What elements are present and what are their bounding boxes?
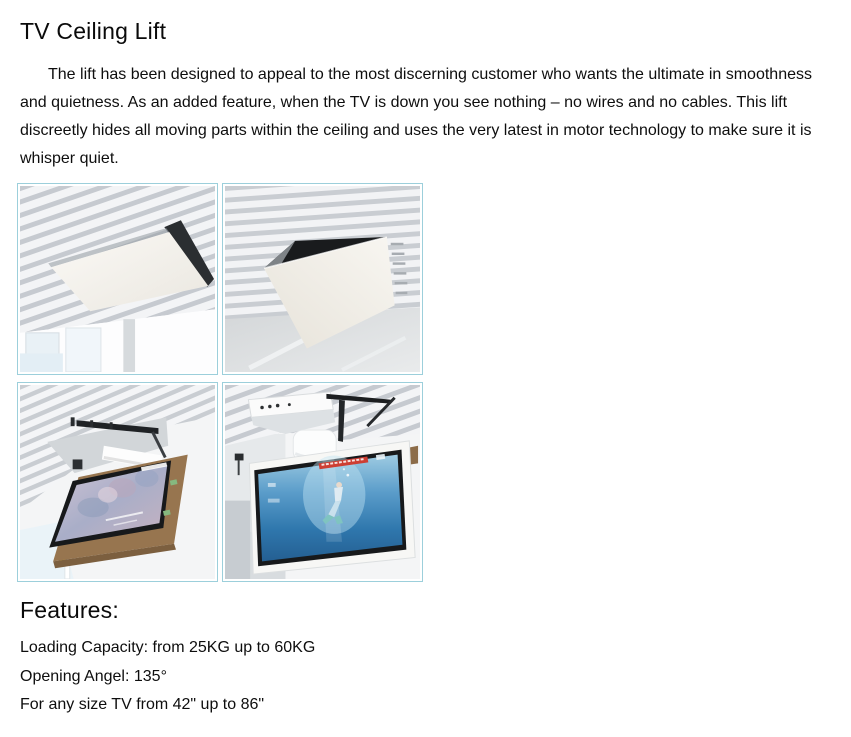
product-gallery [17,183,832,582]
photo-lift-closed-illustration [20,186,215,372]
photo-tv-lowering [17,382,218,582]
features-heading: Features: [20,597,119,623]
product-description: The lift has been designed to appeal to the most discerning customer who wants the ultimate in smoothness and quietness. As an added feature, when the TV is down you see nothing – no wires and no cables. This lift discreetly hides all moving parts within the ceiling and uses the very latest in motor technology to make sure it is whisper quiet. [20,66,812,167]
page-title: TV Ceiling Lift [20,18,167,44]
photo-tv-deployed [222,382,423,582]
photo-tv-lowering-illustration [20,385,215,579]
features-list [20,634,832,720]
photo-hatch-opening [222,183,423,375]
feature-loading-capacity: Loading Capacity: from 25KG up to 60KG [20,639,316,656]
photo-hatch-opening-illustration [225,186,420,372]
photo-lift-closed [17,183,218,375]
photo-tv-deployed-illustration [225,385,420,579]
feature-opening-angle: Opening Angel: 135° [20,667,167,685]
feature-tv-size-range: For any size TV from 42" up to 86" [20,696,265,713]
